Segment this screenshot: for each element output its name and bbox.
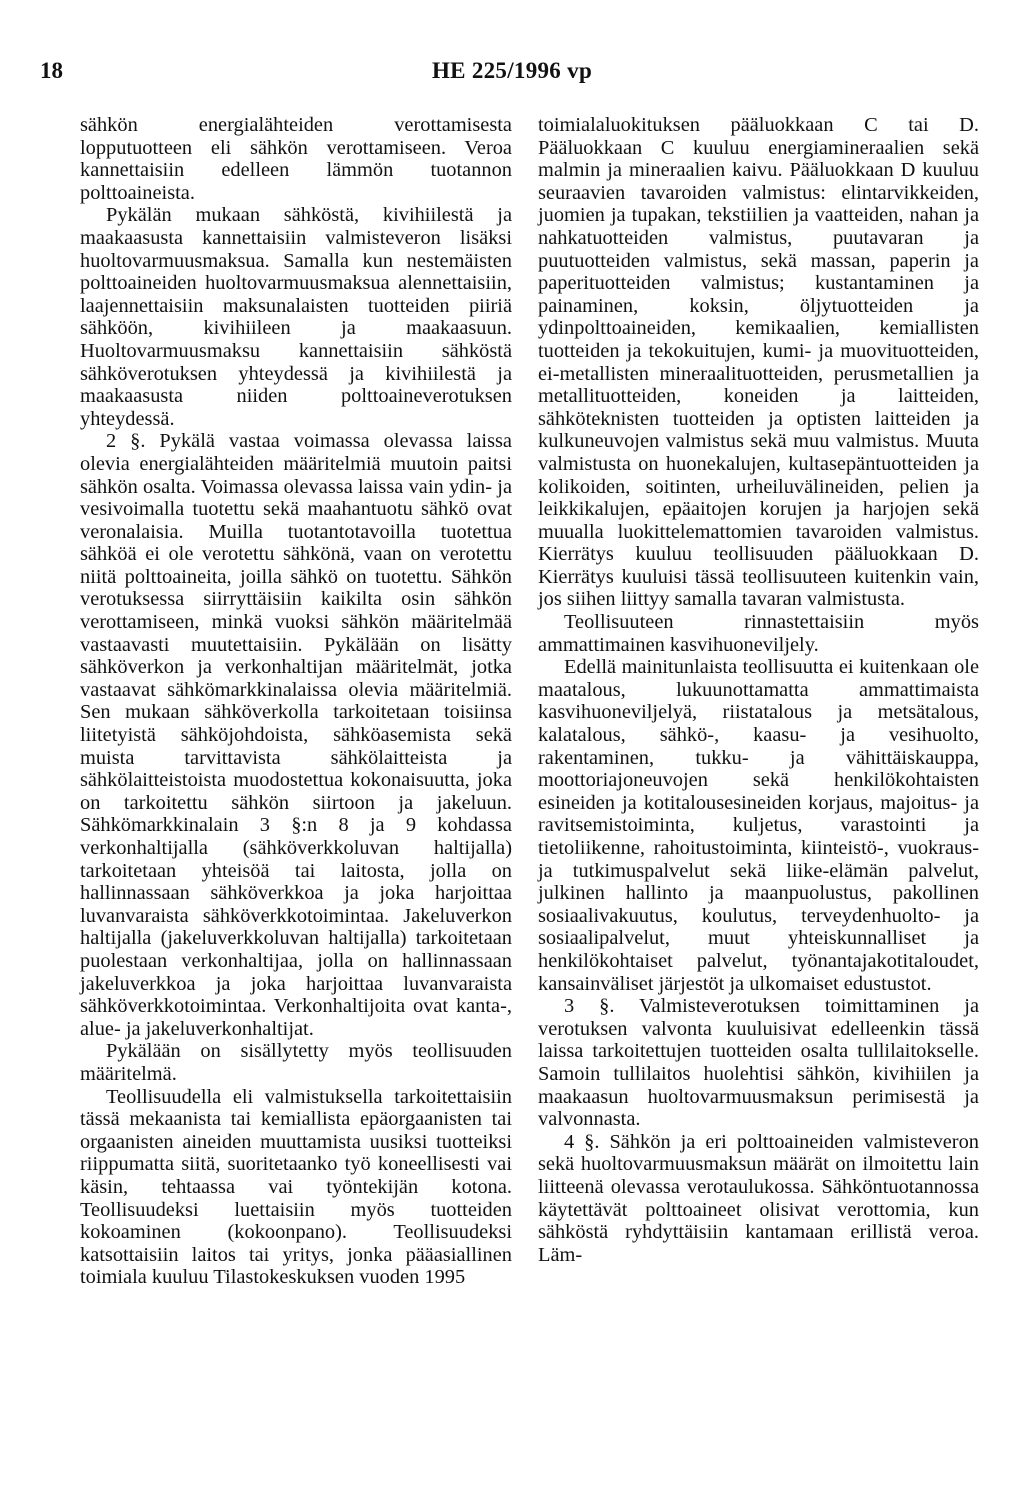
paragraph: 2 §. Pykälä vastaa voimassa olevassa laissa olevia energialähteiden määritelmiä muutoin paitsi sähkön osalta. Voimassa olevassa laissa vain ydin- ja vesivoimalla tuotettu sekä maahantuotu sähkö ovat veronalaisia. Muilla tuotantotavoilla tuotettua sähköä ei ole verotettu sähkönä, vaan on verotettu niitä polttoaineita, joilla sähkö on tuotettu. Sähkön verotuksessa siirryttäisiin kaikilta osin sähkön verottamiseen, minkä vuoksi sähkön määritelmää vastaavasti muutettaisiin. Pykälään on lisätty sähköverkon ja verkonhaltijan määritelmät, jotka vastaavat sähkömarkkinalaissa olevia määritelmiä. Sen mukaan sähköverkolla tarkoitetaan toisiinsa liitetyistä sähköjohdoista, sähköasemista sekä muista tarvittavista sähkölaitteista ja sähkölaitteistoista muodostettua kokonaisuutta, joka on tarkoitettu sähkön siirtoon ja jakeluun. Sähkömarkkinalain 3 §:n 8 ja 9 kohdassa verkonhaltijalla (sähköverkkoluvan haltijalla) tarkoitetaan yhteisöä tai laitosta, jolla on hallinnassaan sähköverkkoa ja joka harjoittaa luvanvaraista sähköverkkotoimintaa. Jakeluverkon haltijalla (jakeluverkkoluvan haltijalla) tarkoitetaan puolestaan verkonhaltijaa, jolla on hallinnassaan jakeluverkkoa ja joka harjoittaa luvanvaraista sähköverkkotoimintaa. Verkonhaltijoita ovat kanta-, alue- ja jakeluverkonhaltijat. — [80, 430, 512, 1040]
paragraph: 4 §. Sähkön ja eri polttoaineiden valmisteveron sekä huoltovarmuusmaksun määrät on ilmoitettu lain liitteenä olevassa verotaulukossa. Sähköntuotannossa käytettävät polttoaineet olisivat verottomia, kun sähköstä ryhdyttäisiin kantamaan erillistä veroa. Läm- — [538, 1130, 979, 1266]
page-header — [0, 58, 1024, 92]
paragraph: toimialaluokituksen pääluokkaan C tai D. Pääluokkaan C kuuluu energiamineraalien sekä malmin ja mineraalien kaivu. Pääluokkaan D kuuluu seuraavien tavaroiden valmistus: elintarvikkeiden, juomien ja tupakan, tekstiilien ja vaatteiden, nahan ja nahkatuotteiden valmistus, puutavaran ja puutuotteiden valmistus, sekä massan, paperin ja paperituotteiden valmistus; kustantaminen ja painaminen, koksin, öljytuotteiden ja ydinpolttoaineiden, kemikaalien, kemiallisten tuotteiden ja tekokuitujen, kumi- ja muovituotteiden, ei-metallisten mineraalituotteiden, perusmetallien ja metallituotteiden, koneiden ja laitteiden, sähköteknisten tuotteiden ja optisten laitteiden ja kulkuneuvojen valmistus sekä muu valmistus. Muuta valmistusta on huonekalujen, kultasepäntuotteiden ja kolikoiden, soitinten, urheiluvälineiden, pelien ja leikkikalujen, epäaitojen korujen ja harjojen sekä muualla luokittelemattomien tavaroiden valmistus. Kierrätys kuuluu teollisuuden pääluokkaan D. Kierrätys kuuluisi tässä teollisuuteen kuitenkin vain, jos siihen liittyy samalla tavaran valmistusta. — [538, 114, 979, 611]
right-column — [538, 114, 979, 1266]
paragraph: Pykälään on sisällytetty myös teollisuuden määritelmä. — [80, 1040, 512, 1085]
document-id: HE 225/1996 vp — [431, 58, 593, 83]
page-number: 18 — [40, 58, 63, 83]
paragraph: Teollisuuteen rinnastettaisiin myös ammattimainen kasvihuoneviljely. — [538, 611, 979, 656]
paragraph: sähkön energialähteiden verottamisesta lopputuotteen eli sähkön verottamiseen. Veroa kannettaisiin edelleen lämmön tuotannon polttoaineista. — [80, 114, 512, 204]
paragraph: Pykälän mukaan sähköstä, kivihiilestä ja maakaasusta kannettaisiin valmisteveron lisäksi huoltovarmuusmaksua. Samalla kun nestemäisten polttoaineiden huoltovarmuusmaksua alennettaisiin, laajennettaisiin maksunalaisten tuotteiden piiriä sähköön, kivihiileen ja maakaasuun. Huoltovarmuusmaksu kannettaisiin sähköstä sähköverotuksen yhteydessä ja kivihiilestä ja maakaasusta niiden polttoaineverotuksen yhteydessä. — [80, 204, 512, 430]
paragraph: Teollisuudella eli valmistuksella tarkoitettaisiin tässä mekaanista tai kemiallista epäorgaanisten tai orgaanisten aineiden muuttamista uusiksi tuotteiksi riippumatta siitä, suoritetaanko työ koneellisesti vai käsin, tehtaassa vai työntekijän kotona. Teollisuudeksi luettaisiin myös tuotteiden kokoaminen (kokoonpano). Teollisuudeksi katsottaisiin laitos tai yritys, jonka pääasiallinen toimiala kuuluu Tilastokeskuksen vuoden 1995 — [80, 1085, 512, 1289]
paragraph: 3 §. Valmisteverotuksen toimittaminen ja verotuksen valvonta kuuluisivat edelleenkin tässä laissa tarkoitettujen tuotteiden osalta tullilaitokselle. Samoin tullilaitos huolehtisi sähkön, kivihiilen ja maakaasun huoltovarmuusmaksun perimisestä ja valvonnasta. — [538, 995, 979, 1131]
left-column — [80, 114, 512, 1289]
paragraph: Edellä mainitunlaista teollisuutta ei kuitenkaan ole maatalous, lukuunottamatta ammattimaista kasvihuoneviljelyä, riistatalous ja metsätalous, kalatalous, sähkö-, kaasu- ja vesihuolto, rakentaminen, tukku- ja vähittäiskauppa, moottoriajoneuvojen sekä henkilökohtaisten esineiden ja kotitalousesineiden korjaus, majoitus- ja ravitsemistoiminta, kuljetus, varastointi ja tietoliikenne, rahoitustoiminta, kiinteistö-, vuokraus- ja tutkimuspalvelut sekä liike-elämän palvelut, julkinen hallinto ja maanpuolustus, pakollinen sosiaalivakuutus, koulutus, terveydenhuolto- ja sosiaalipalvelut, muut yhteiskunnalliset ja henkilökohtaiset palvelut, työnantajakotitaloudet, kansainväliset järjestöt ja ulkomaiset edustustot. — [538, 656, 979, 995]
